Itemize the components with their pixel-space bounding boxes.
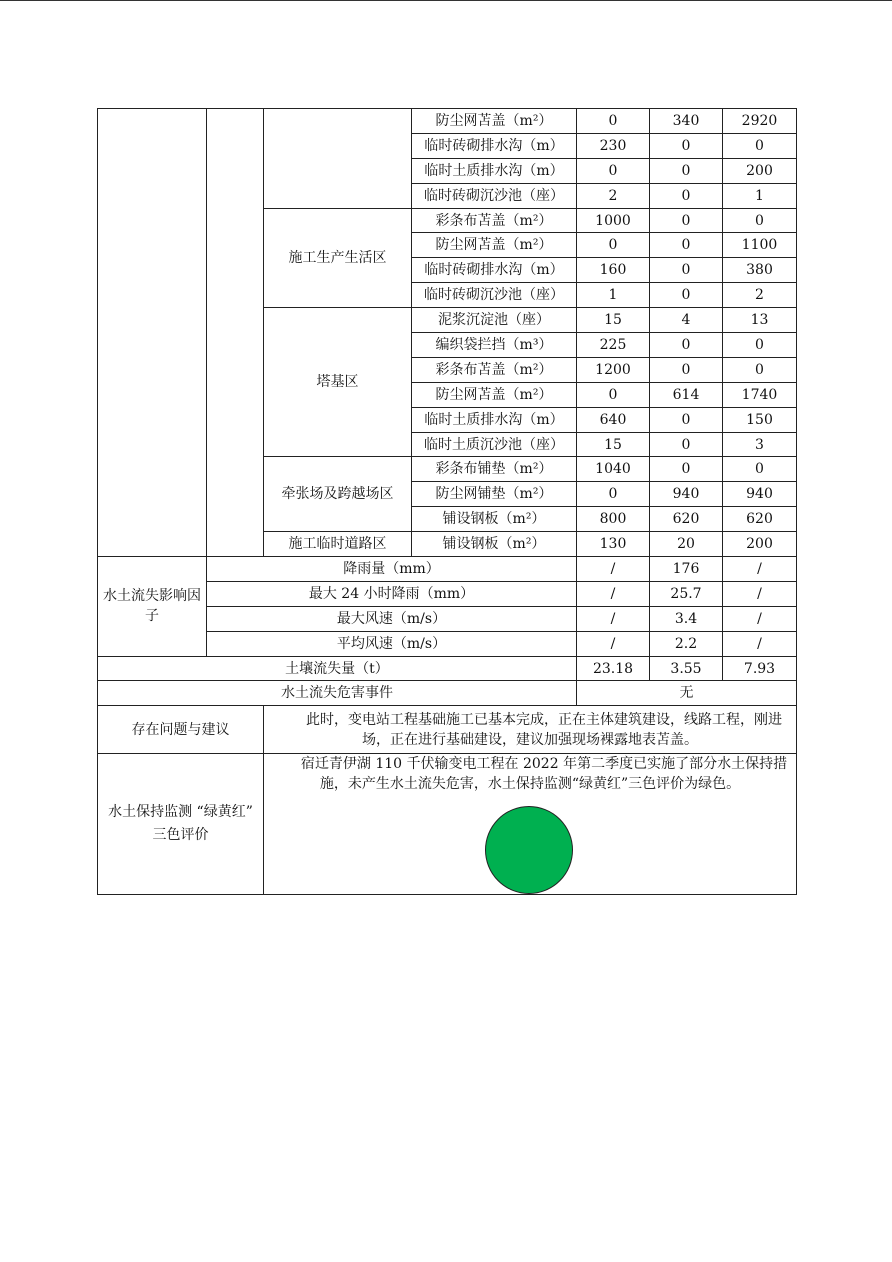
measure-cell: 彩条布铺垫（m²） [412, 457, 577, 482]
zone-cell-tower-base: 塔基区 [264, 308, 412, 457]
value-cell: / [577, 557, 650, 582]
value-cell: 640 [577, 407, 650, 432]
value-cell: / [723, 606, 797, 631]
value-cell: / [577, 631, 650, 656]
value-cell: 0 [650, 357, 723, 382]
evaluation-label: 水土保持监测 “绿黄红” 三色评价 [98, 754, 264, 895]
value-cell: 230 [577, 133, 650, 158]
value-cell: / [577, 606, 650, 631]
value-cell: 1740 [723, 382, 797, 407]
value-cell: 940 [723, 482, 797, 507]
factors-label: 水土流失影响因子 [98, 557, 207, 657]
value-cell: 130 [577, 532, 650, 557]
value-cell: 0 [650, 233, 723, 258]
measure-cell: 彩条布苫盖（m²） [412, 208, 577, 233]
value-cell: 0 [723, 457, 797, 482]
zone-cell-continued [264, 109, 412, 209]
value-cell: 0 [723, 208, 797, 233]
value-cell: 13 [723, 308, 797, 333]
value-cell: 1200 [577, 357, 650, 382]
measure-cell: 防尘网苫盖（m²） [412, 382, 577, 407]
value-cell: / [723, 557, 797, 582]
measure-cell: 铺设钢板（m²） [412, 507, 577, 532]
table-row [98, 754, 797, 895]
value-cell: 0 [650, 258, 723, 283]
value-cell: 0 [577, 233, 650, 258]
issues-text: 此时，变电站工程基础施工已基本完成，正在主体建筑建设，线路工程，刚进场，正在进行基础建设，建议加强现场裸露地表苫盖。 [264, 706, 797, 754]
soil-loss-label: 土壤流失量（t） [98, 656, 577, 681]
value-cell: 200 [723, 158, 797, 183]
value-cell: 0 [650, 283, 723, 308]
zone-cell-construction-living: 施工生产生活区 [264, 208, 412, 308]
factor-name: 最大风速（m/s） [207, 606, 577, 631]
value-cell: 200 [723, 532, 797, 557]
measure-cell: 临时砖砌排水沟（m） [412, 133, 577, 158]
outer-category-cell [98, 109, 207, 557]
value-cell: 0 [723, 333, 797, 358]
value-cell: / [723, 631, 797, 656]
table-row [98, 109, 797, 134]
value-cell: 620 [650, 507, 723, 532]
value-cell: 7.93 [723, 656, 797, 681]
value-cell: 0 [577, 158, 650, 183]
hazard-value: 无 [577, 681, 797, 706]
value-cell: 15 [577, 432, 650, 457]
value-cell: 4 [650, 308, 723, 333]
value-cell: 3.55 [650, 656, 723, 681]
value-cell: 0 [650, 457, 723, 482]
value-cell: 1 [577, 283, 650, 308]
value-cell: 0 [577, 382, 650, 407]
value-cell: 225 [577, 333, 650, 358]
value-cell: 0 [723, 133, 797, 158]
measure-cell: 防尘网苫盖（m²） [412, 233, 577, 258]
measure-cell: 临时土质沉沙池（座） [412, 432, 577, 457]
measure-cell: 泥浆沉淀池（座） [412, 308, 577, 333]
table-row [98, 681, 797, 706]
table-row [98, 706, 797, 754]
factor-name: 平均风速（m/s） [207, 631, 577, 656]
measure-cell: 防尘网苫盖（m²） [412, 109, 577, 134]
table-row [98, 557, 797, 582]
value-cell: 0 [650, 158, 723, 183]
zone-cell-temporary-road: 施工临时道路区 [264, 532, 412, 557]
value-cell: 25.7 [650, 581, 723, 606]
factor-name: 最大 24 小时降雨（mm） [207, 581, 577, 606]
zone-cell-tension-crossing: 牵张场及跨越场区 [264, 457, 412, 532]
value-cell: 800 [577, 507, 650, 532]
value-cell: 1 [723, 183, 797, 208]
measure-cell: 临时砖砌沉沙池（座） [412, 283, 577, 308]
value-cell: 2 [577, 183, 650, 208]
value-cell: 0 [650, 432, 723, 457]
value-cell: 3.4 [650, 606, 723, 631]
value-cell: 23.18 [577, 656, 650, 681]
value-cell: 620 [723, 507, 797, 532]
value-cell: 0 [650, 407, 723, 432]
measure-cell: 编织袋拦挡（m³） [412, 333, 577, 358]
hazard-label: 水土流失危害事件 [98, 681, 577, 706]
measure-cell: 临时砖砌沉沙池（座） [412, 183, 577, 208]
value-cell: 0 [650, 333, 723, 358]
value-cell: 940 [650, 482, 723, 507]
measure-cell: 临时土质排水沟（m） [412, 158, 577, 183]
monitoring-table [97, 108, 797, 895]
value-cell: 0 [723, 357, 797, 382]
value-cell: 0 [650, 208, 723, 233]
green-rating-circle [485, 806, 573, 894]
value-cell: 0 [577, 482, 650, 507]
value-cell: 3 [723, 432, 797, 457]
measure-cell: 临时土质排水沟（m） [412, 407, 577, 432]
value-cell: 340 [650, 109, 723, 134]
measure-cell: 防尘网铺垫（m²） [412, 482, 577, 507]
value-cell: 176 [650, 557, 723, 582]
value-cell: 20 [650, 532, 723, 557]
issues-label: 存在问题与建议 [98, 706, 264, 754]
value-cell: 160 [577, 258, 650, 283]
value-cell: 0 [577, 109, 650, 134]
value-cell: 1040 [577, 457, 650, 482]
table-row [98, 656, 797, 681]
page-top-rule [0, 0, 892, 1]
value-cell: 1000 [577, 208, 650, 233]
value-cell: / [577, 581, 650, 606]
value-cell: 2.2 [650, 631, 723, 656]
value-cell: 150 [723, 407, 797, 432]
value-cell: 0 [650, 133, 723, 158]
value-cell: 0 [650, 183, 723, 208]
evaluation-cell [264, 754, 797, 895]
evaluation-text: 宿迁青伊湖 110 千伏输变电工程在 2022 年第二季度已实施了部分水土保持措施，未产生水土流失危害，水土保持监测“绿黄红”三色评价为绿色。 [300, 756, 788, 793]
value-cell: / [723, 581, 797, 606]
measure-cell: 彩条布苫盖（m²） [412, 357, 577, 382]
value-cell: 15 [577, 308, 650, 333]
value-cell: 2 [723, 283, 797, 308]
measure-cell: 临时砖砌排水沟（m） [412, 258, 577, 283]
value-cell: 2920 [723, 109, 797, 134]
value-cell: 614 [650, 382, 723, 407]
sub-category-cell [207, 109, 264, 557]
value-cell: 1100 [723, 233, 797, 258]
value-cell: 380 [723, 258, 797, 283]
factor-name: 降雨量（mm） [207, 557, 577, 582]
measure-cell: 铺设钢板（m²） [412, 532, 577, 557]
